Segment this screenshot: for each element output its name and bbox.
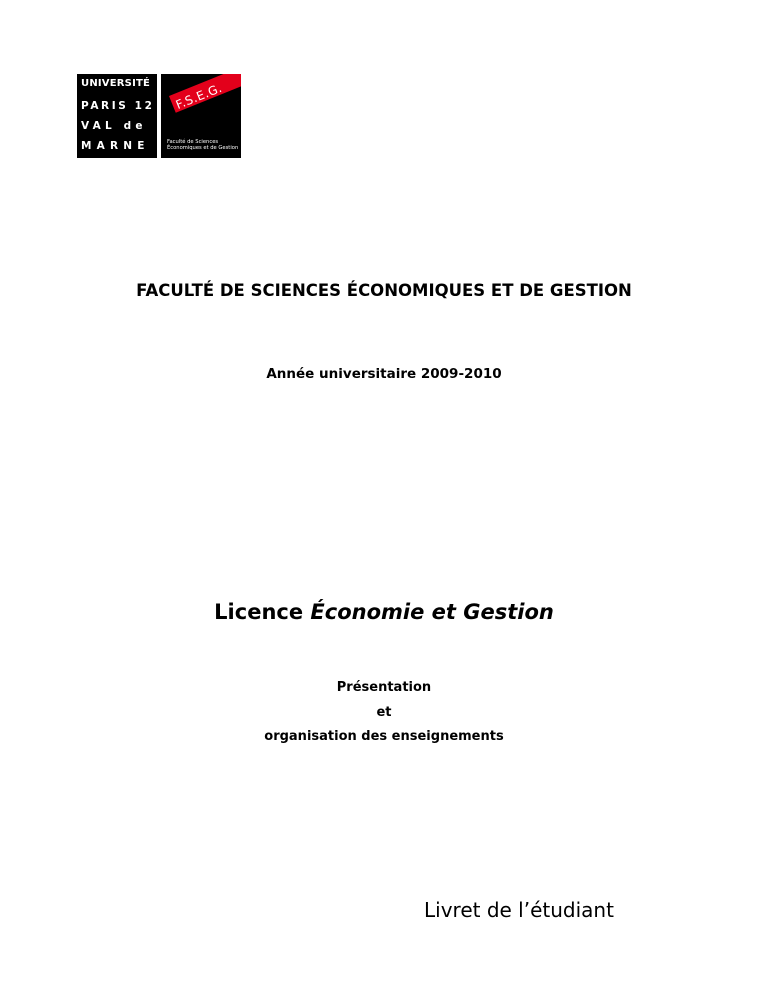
fseg-logo-text: F.S.E.G. — [173, 80, 225, 112]
logo-val-line: VAL de — [81, 120, 147, 132]
licence-subject: Économie et Gestion — [310, 600, 554, 624]
logo-marne-line: MARNE — [81, 140, 150, 152]
presentation-line-1: Présentation — [336, 680, 432, 695]
faculty-title: FACULTÉ DE SCIENCES ÉCONOMIQUES ET DE GESTION — [136, 281, 632, 300]
licence-title — [0, 600, 768, 624]
student-booklet-label: Livret de l’étudiant — [424, 898, 614, 922]
fseg-faculty-line-1: Faculté de Sciences — [167, 139, 219, 145]
logo-university-line: UNIVERSITÉ — [81, 78, 151, 89]
logo-paris-line: PARIS 12 — [81, 100, 155, 112]
presentation-line-3: organisation des enseignements — [264, 729, 504, 744]
university-logo-block — [77, 74, 157, 158]
fseg-logo-block — [161, 74, 241, 158]
licence-prefix: Licence — [214, 600, 311, 624]
university-logo — [77, 74, 241, 158]
academic-year: Année universitaire 2009-2010 — [266, 366, 502, 382]
presentation-line-2: et — [376, 705, 392, 720]
fseg-faculty-line-2: Économiques et de Gestion — [167, 145, 239, 151]
